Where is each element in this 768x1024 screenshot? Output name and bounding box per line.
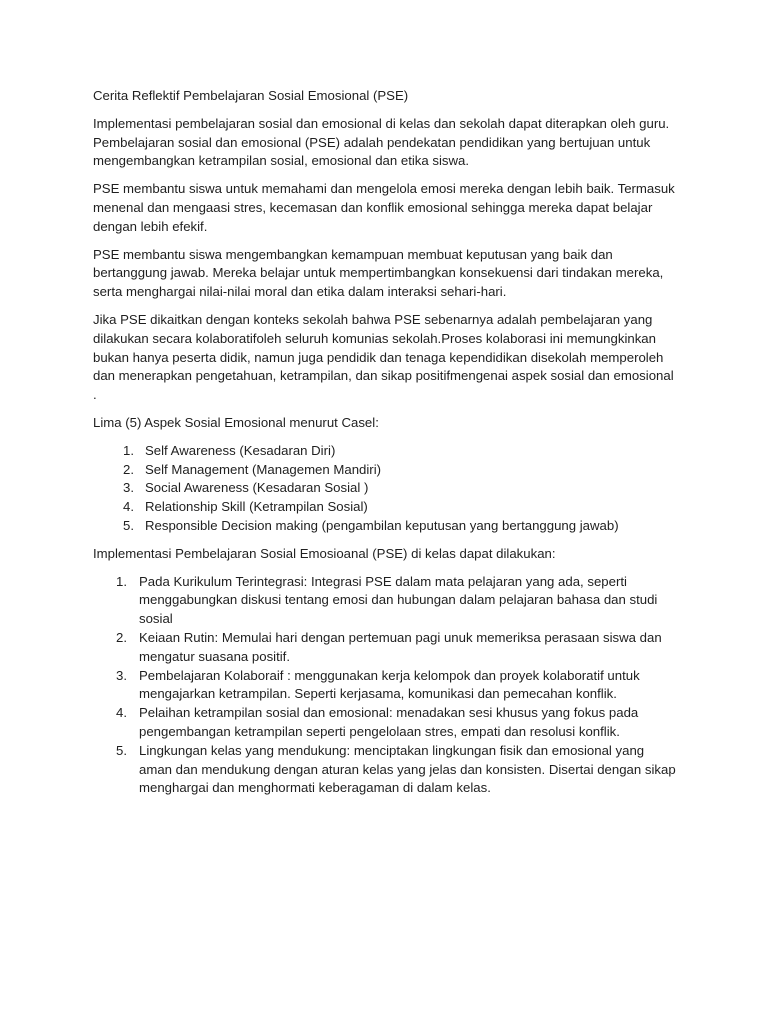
- list-number: 2.: [116, 629, 127, 645]
- list-number: 4.: [123, 499, 134, 515]
- list-number: 4.: [116, 705, 127, 721]
- list-item: [93, 498, 678, 517]
- list-text: Self Management (Managemen Mandiri): [145, 461, 382, 477]
- aspects-list: [93, 442, 678, 536]
- document-title: Cerita Reflektif Pembelajaran Sosial Emosional (PSE): [93, 88, 409, 103]
- list-text: Self Awareness (Kesadaran Diri): [145, 442, 336, 458]
- implementation-list: [93, 573, 678, 799]
- paragraph-1: Implementasi pembelajaran sosial dan emosional di kelas dan sekolah dapat diterapkan oleh guru. Pembelajaran sosial dan emosional (PSE) adalah pendekatan pendidikan yang bertujuan untuk mengembangkan ketrampilan sosial, emosional dan etika siswa.: [93, 115, 670, 169]
- implementation-intro: Implementasi Pembelajaran Sosial Emosioanal (PSE) di kelas dapat dilakukan:: [93, 545, 556, 561]
- list-item: [93, 573, 678, 629]
- list-text: Pembelajaran Kolaboraif : menggunakan kerja kelompok dan proyek kolaboratif untuk mengajarkan ketrampilan. Seperti kerjasama, komunikasi dan pemecahan konflik.: [139, 667, 640, 702]
- list-number: 3.: [116, 667, 127, 683]
- list-text: Lingkungan kelas yang mendukung: menciptakan lingkungan fisik dan emosional yang aman dan mendukung dengan aturan kelas yang jelas dan konsisten. Disertai dengan sikap menghargai dan menghormati keberagaman di dalam kelas.: [139, 742, 676, 796]
- list-number: 3.: [123, 480, 134, 496]
- list-text: Pelaihan ketrampilan sosial dan emosional: menadakan sesi khusus yang fokus pada pengembangan ketrampilan seperti pengelolaan stres, empati dan resolusi konflik.: [139, 705, 639, 739]
- list-text: Social Awareness (Kesadaran Sosial ): [145, 480, 369, 496]
- list-item: [93, 517, 678, 536]
- list-number: 5.: [123, 517, 134, 533]
- paragraph-2: PSE membantu siswa untuk memahami dan mengelola emosi mereka dengan lebih baik. Termasuk menenal dan mengaasi stres, kecemasan dan konflik emosional sehingga mereka dapat belajar dengan lebih efekif.: [93, 181, 675, 234]
- list-item: [93, 629, 678, 667]
- list-number: 2.: [123, 461, 134, 477]
- list-item: [93, 461, 678, 480]
- list-item: [93, 704, 678, 742]
- paragraph-3: PSE membantu siswa mengembangkan kemampuan membuat keputusan yang baik dan bertanggung jawab. Mereka belajar untuk mempertimbangkan konsekuensi dari tindakan mereka, serta menghargai nilai-nilai moral dan etika dalam interaksi sehari-hari.: [93, 246, 664, 300]
- list-item: [93, 667, 678, 705]
- list-text: Relationship Skill (Ketrampilan Sosial): [145, 499, 368, 515]
- list-number: 1.: [123, 442, 134, 458]
- list-text: Keiaan Rutin: Memulai hari dengan pertemuan pagi unuk memeriksa perasaan siswa dan mengatur suasana positif.: [139, 629, 662, 664]
- list-number: 5.: [116, 742, 127, 758]
- aspects-intro: Lima (5) Aspek Sosial Emosional menurut Casel:: [93, 414, 379, 430]
- paragraph-4: Jika PSE dikaitkan dengan konteks sekolah bahwa PSE sebenarnya adalah pembelajaran yang dilakukan secara kolaboratifoleh seluruh komunias sekolah.Proses kolaborasi ini memungkinkan bukan hanya peserta didik, namun juga pendidik dan tenaga kependidikan disekolah memperoleh dan menerapkan pengetahuan, ketrampilan, dan sikap positifmengenai aspek sosial dan emosional .: [93, 311, 674, 403]
- list-number: 1.: [116, 573, 127, 589]
- list-text: Pada Kurikulum Terintegrasi: Integrasi PSE dalam mata pelajaran yang ada, seperti menggabungkan diskusi tentang emosi dan hubungan dalam pelajaran bahasa dan studi sosial: [139, 573, 658, 627]
- list-item: [93, 742, 678, 798]
- list-item: [93, 479, 678, 498]
- list-item: [93, 442, 678, 461]
- list-text: Responsible Decision making (pengambilan keputusan yang bertanggung jawab): [145, 517, 619, 533]
